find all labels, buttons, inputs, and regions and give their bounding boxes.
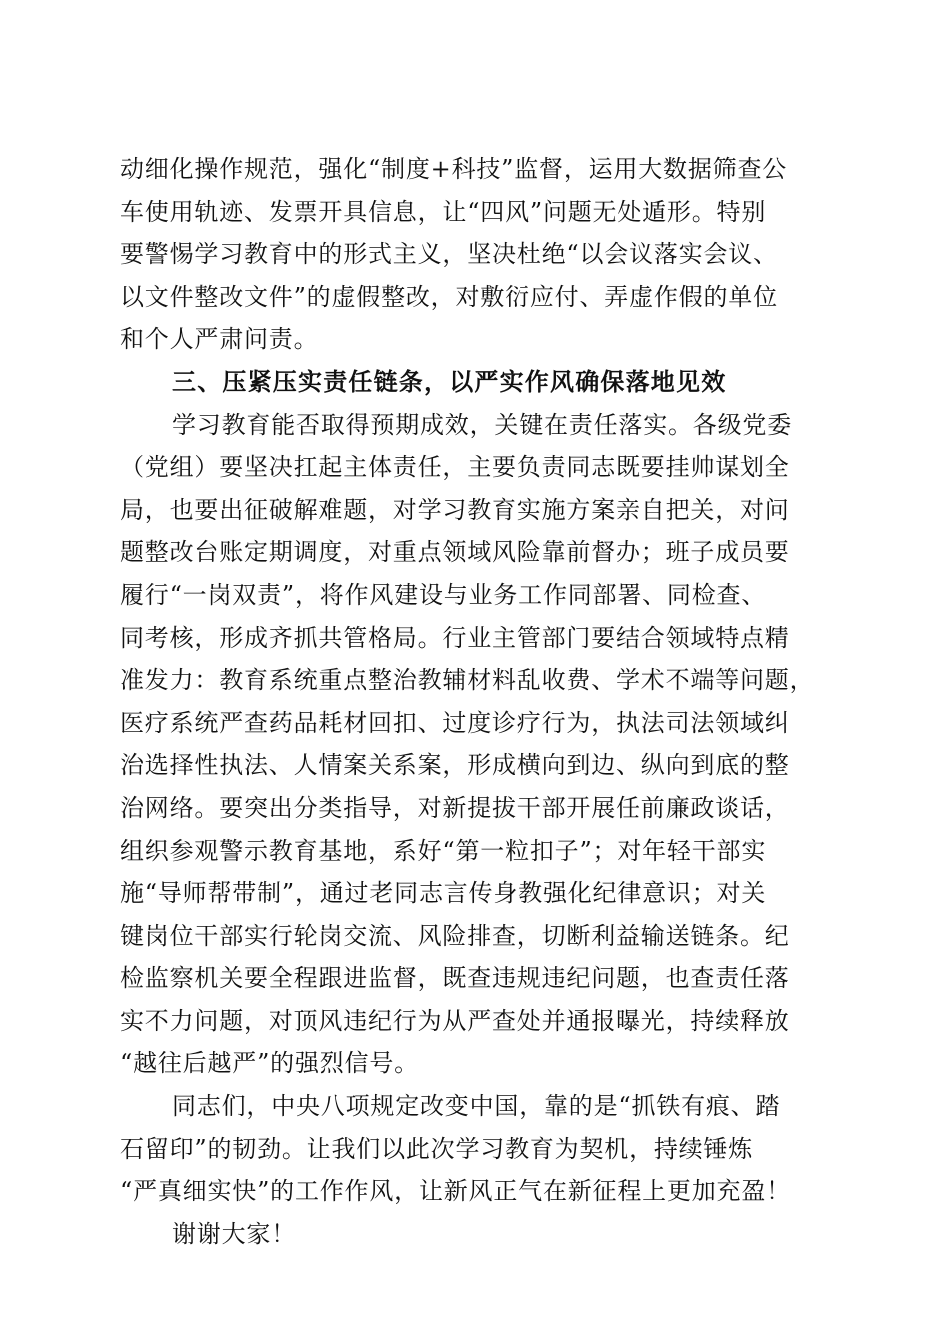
text-line: 同志们，中央八项规定改变中国，靠的是“抓铁有痕、踏 [172,1092,781,1121]
text-line: 组织参观警示教育基地，系好“第一粒扣子”；对年轻干部实 [120,836,767,865]
text-line: 准发力：教育系统重点整治教辅材料乱收费、学术不端等问题， [120,666,815,695]
text-line: 局，也要出征破解难题，对学习教育实施方案亲自把关，对问 [120,495,790,524]
closing-line: 谢谢大家！ [172,1219,296,1248]
text-line: 施“导师帮带制”，通过老同志言传身教强化纪律意识；对关 [120,879,767,908]
text-line: 车使用轨迹、发票开具信息，让“四风”问题无处遁形。特别 [120,197,767,226]
text-line: 以文件整改文件”的虚假整改，对敷衍应付、弄虚作假的单位 [120,282,778,311]
paragraph-2 [120,404,840,1086]
text-line: （党组）要坚决扛起主体责任，主要负责同志既要挂帅谋划全 [120,453,790,482]
text-line: 键岗位干部实行轮岗交流、风险排查，切断利益输送链条。纪 [120,921,790,950]
text-line: 履行“一岗双责”，将作风建设与业务工作同部署、同检查、 [120,580,767,609]
text-line: 和个人严肃问责。 [120,325,319,354]
paragraph-3 [120,1085,840,1213]
text-line: “严真细实快”的工作作风，让新风正气在新征程上更加充盈！ [120,1177,791,1206]
text-line: “越往后越严”的强烈信号。 [120,1049,419,1078]
text-line: 要警惕学习教育中的形式主义，坚决杜绝“以会议落实会议、 [120,240,778,269]
text-line: 实不力问题，对顶风违纪行为从严查处并通报曝光，持续释放 [120,1006,790,1035]
text-line: 检监察机关要全程跟进监督，既查违规违纪问题，也查责任落 [120,964,790,993]
paragraph-1 [120,148,840,361]
section-heading: 三、压紧压实责任链条，以严实作风确保落地见效 [172,367,727,396]
text-line: 治选择性执法、人情案关系案，形成横向到边、纵向到底的整 [120,751,790,780]
text-line: 同考核，形成齐抓共管格局。行业主管部门要结合领域特点精 [120,623,790,652]
document-body [120,148,840,1255]
text-line: 医疗系统严查药品耗材回扣、过度诊疗行为，执法司法领域纠 [120,708,790,737]
text-line: 学习教育能否取得预期成效，关键在责任落实。各级党委 [172,410,792,439]
text-line: 治网络。要突出分类指导，对新提拔干部开展任前廉政谈话， [120,793,790,822]
text-line: 题整改台账定期调度，对重点领域风险靠前督办；班子成员要 [120,538,790,567]
text-line: 动细化操作规范，强化“制度+科技”监督，运用大数据筛查公 [120,155,788,183]
text-line: 石留印”的韧劲。让我们以此次学习教育为契机，持续锤炼 [120,1134,754,1163]
